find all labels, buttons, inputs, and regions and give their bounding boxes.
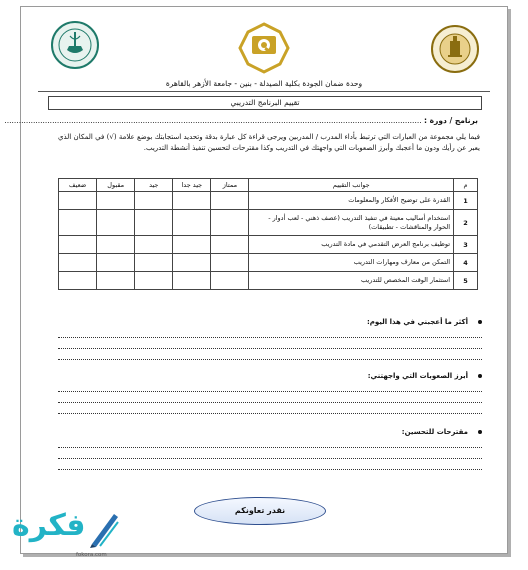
al-azhar-university-seal-icon [430, 24, 480, 74]
rating-cell-excellent[interactable] [211, 254, 249, 272]
col-criteria-header: جوانب التقييم [249, 179, 454, 192]
program-field[interactable] [4, 116, 478, 125]
answer-line[interactable] [58, 461, 482, 470]
answer-line[interactable] [58, 439, 482, 448]
rating-cell-acceptable[interactable] [97, 210, 135, 236]
answer-line[interactable] [58, 340, 482, 349]
rating-cell-weak[interactable] [59, 272, 97, 290]
col-acceptable-header: مقبول [97, 179, 135, 192]
rating-cell-very-good[interactable] [173, 236, 211, 254]
instructions-text: فيما يلي مجموعة من العبارات التي ترتبط بأداء المدرب / المدربين ويرجى قراءة كل عبارة بدقة وتحديد استجابتك بوضع علامة (√) في المكان الذي يعبر عن رأيك ودون ما أعجبك وأبرز الصعوبات التي واجهتك في التدريب وكذا مقترحات لتحسين تنفيذ أنشطة التدريب. [58, 133, 480, 152]
rating-cell-very-good[interactable] [173, 254, 211, 272]
rating-cell-acceptable[interactable] [97, 192, 135, 210]
table-row [59, 272, 478, 290]
rating-cell-acceptable[interactable] [97, 254, 135, 272]
program-label: برنامج / دورة : [424, 116, 478, 125]
answer-line[interactable] [58, 405, 482, 414]
rating-cell-weak[interactable] [59, 210, 97, 236]
rating-cell-very-good[interactable] [173, 272, 211, 290]
row-criterion: التمكن من معارف ومهارات التدريب [249, 254, 454, 272]
rating-cell-excellent[interactable] [211, 210, 249, 236]
rating-cell-weak[interactable] [59, 236, 97, 254]
evaluation-table [58, 178, 478, 290]
rating-cell-good[interactable] [135, 192, 173, 210]
question-liked [58, 318, 482, 362]
rating-cell-excellent[interactable] [211, 272, 249, 290]
rating-cell-good[interactable] [135, 236, 173, 254]
pharmacy-faculty-seal-icon [50, 20, 100, 70]
bullet-icon [478, 430, 482, 434]
rating-cell-excellent[interactable] [211, 192, 249, 210]
qau-logo-icon [236, 20, 292, 76]
col-very-good-header: جيد جدا [173, 179, 211, 192]
rating-cell-weak[interactable] [59, 192, 97, 210]
question-suggestions [58, 428, 482, 472]
row-criterion: القدرة على توضيح الأفكار والمعلومات [249, 192, 454, 210]
header-divider [38, 91, 490, 92]
question-label: أبرز الصعوبات التي واجهتني: [367, 372, 468, 380]
row-number: 1 [454, 192, 478, 210]
col-good-header: جيد [135, 179, 173, 192]
rating-cell-acceptable[interactable] [97, 236, 135, 254]
answer-line[interactable] [58, 329, 482, 338]
table-row [59, 210, 478, 236]
quality-unit-line: وحدة ضمان الجودة بكلية الصيدلة - بنين - جامعة الأزهر بالقاهرة [165, 79, 363, 88]
row-criterion: استخدام أساليب معينة في تنفيذ التدريب (عصف ذهني - لعب أدوار - الحوار والمناقشات - تطبيقات) [249, 210, 454, 236]
answer-line[interactable] [58, 394, 482, 403]
rating-cell-very-good[interactable] [173, 210, 211, 236]
question-difficulties [58, 372, 482, 416]
col-number-header: م [454, 179, 478, 192]
rating-cell-acceptable[interactable] [97, 272, 135, 290]
table-header-row [59, 179, 478, 192]
answer-line[interactable] [58, 450, 482, 459]
table-row [59, 254, 478, 272]
answer-line[interactable] [58, 351, 482, 360]
rating-cell-good[interactable] [135, 254, 173, 272]
fokora-watermark [6, 508, 126, 564]
program-blank[interactable]: ............................................................................................................................................................................... [4, 116, 422, 125]
row-number: 4 [454, 254, 478, 272]
rating-cell-good[interactable] [135, 272, 173, 290]
table-row [59, 192, 478, 210]
col-weak-header: ضعيف [59, 179, 97, 192]
rating-cell-excellent[interactable] [211, 236, 249, 254]
bullet-icon [478, 374, 482, 378]
answer-line[interactable] [58, 383, 482, 392]
row-number: 3 [454, 236, 478, 254]
form-title: تقييم البرنامج التدريبي [48, 96, 482, 110]
col-excellent-header: ممتاز [211, 179, 249, 192]
pen-icon [88, 508, 120, 548]
bullet-icon [478, 320, 482, 324]
watermark-site: fokora.com [76, 552, 107, 558]
table-row [59, 236, 478, 254]
thanks-banner: نقدر تعاونكم [194, 497, 326, 525]
rating-cell-weak[interactable] [59, 254, 97, 272]
watermark-word: فكرة [12, 508, 86, 543]
question-label: مقترحات للتحسين: [401, 428, 468, 436]
rating-cell-good[interactable] [135, 210, 173, 236]
row-number: 2 [454, 210, 478, 236]
question-label: أكثر ما أعجبني في هذا اليوم: [366, 318, 468, 326]
row-criterion: استثمار الوقت المخصص للتدريب [249, 272, 454, 290]
row-criterion: توظيف برنامج العرض التقدمي في مادة التدريب [249, 236, 454, 254]
row-number: 5 [454, 272, 478, 290]
rating-cell-very-good[interactable] [173, 192, 211, 210]
